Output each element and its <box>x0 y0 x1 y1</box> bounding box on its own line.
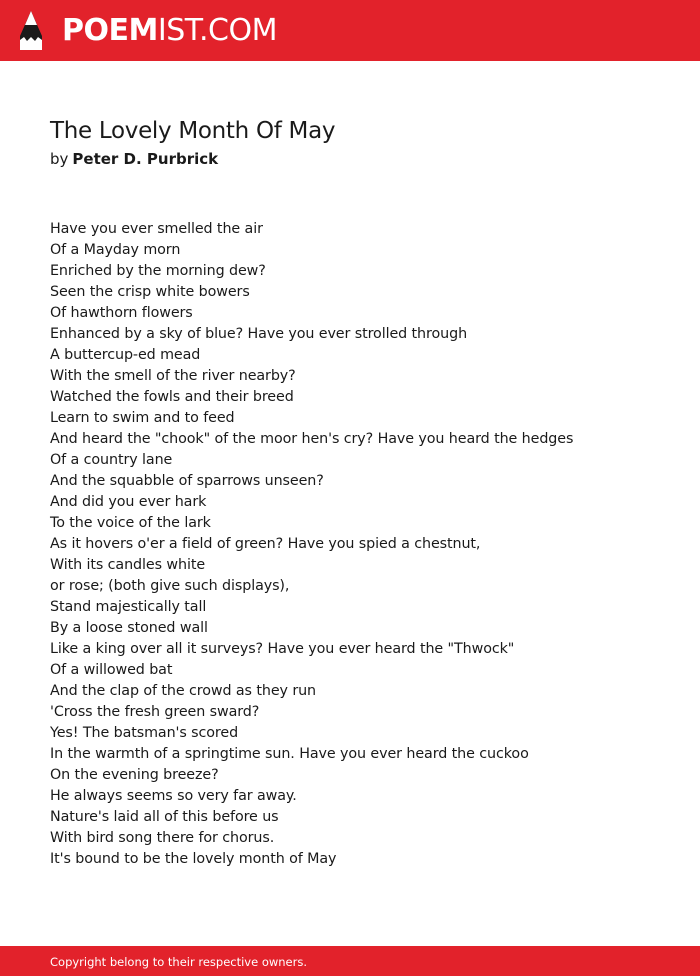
poem-line: In the warmth of a springtime sun. Have you ever heard the cuckoo <box>50 746 529 762</box>
poem-line: And the clap of the crowd as they run <box>50 683 317 699</box>
poem-line: or rose; (both give such displays), <box>50 578 290 594</box>
poem-line: Of hawthorn flowers <box>50 305 193 321</box>
site-header <box>0 0 700 61</box>
byline <box>50 149 218 169</box>
poem-line: Stand majestically tall <box>50 599 207 615</box>
poem-body <box>50 219 670 870</box>
site-footer <box>0 946 700 976</box>
poem-line: Have you ever smelled the air <box>50 221 263 237</box>
poem-line: On the evening breeze? <box>50 767 219 783</box>
poem-line: Of a willowed bat <box>50 662 173 678</box>
poem-line: Enhanced by a sky of blue? Have you ever strolled through <box>50 326 468 342</box>
poem-line: Watched the fowls and their breed <box>50 389 294 405</box>
poem-line: With its candles white <box>50 557 206 573</box>
poem-line: Yes! The batsman's scored <box>50 725 239 741</box>
poem-line: Enriched by the morning dew? <box>50 263 266 279</box>
poem-line: Seen the crisp white bowers <box>50 284 250 300</box>
poem-line: By a loose stoned wall <box>50 620 208 636</box>
poem-line: And did you ever hark <box>50 494 207 510</box>
brand-bold: POEM <box>62 13 158 48</box>
poem-line: As it hovers o'er a field of green? Have you spied a chestnut, <box>50 536 481 552</box>
copyright-text: Copyright belong to their respective owners. <box>50 955 308 969</box>
poem-line: With bird song there for chorus. <box>50 830 275 846</box>
poem-line: And the squabble of sparrows unseen? <box>50 473 324 489</box>
poem-line: Nature's laid all of this before us <box>50 809 279 825</box>
site-logo-text[interactable] <box>62 12 277 50</box>
poem-line: A buttercup-ed mead <box>50 347 201 363</box>
poem-title: The Lovely Month Of May <box>50 118 336 144</box>
poem-line: With the smell of the river nearby? <box>50 368 296 384</box>
poem-line: He always seems so very far away. <box>50 788 297 804</box>
by-label: by <box>50 150 69 168</box>
author-name: Peter D. Purbrick <box>72 150 219 168</box>
poem-line: Like a king over all it surveys? Have you ever heard the "Thwock" <box>50 641 515 657</box>
poem-line: Learn to swim and to feed <box>50 410 235 426</box>
poem-line: 'Cross the fresh green sward? <box>50 704 260 720</box>
poem-line: Of a country lane <box>50 452 173 468</box>
poem-line: To the voice of the lark <box>50 515 211 531</box>
brand-rest: IST.COM <box>157 13 277 48</box>
poem-line: It's bound to be the lovely month of May <box>50 851 337 867</box>
poem-line: And heard the "chook" of the moor hen's cry? Have you heard the hedges <box>50 431 574 447</box>
pen-nib-icon <box>18 10 44 52</box>
poem-line: Of a Mayday morn <box>50 242 181 258</box>
